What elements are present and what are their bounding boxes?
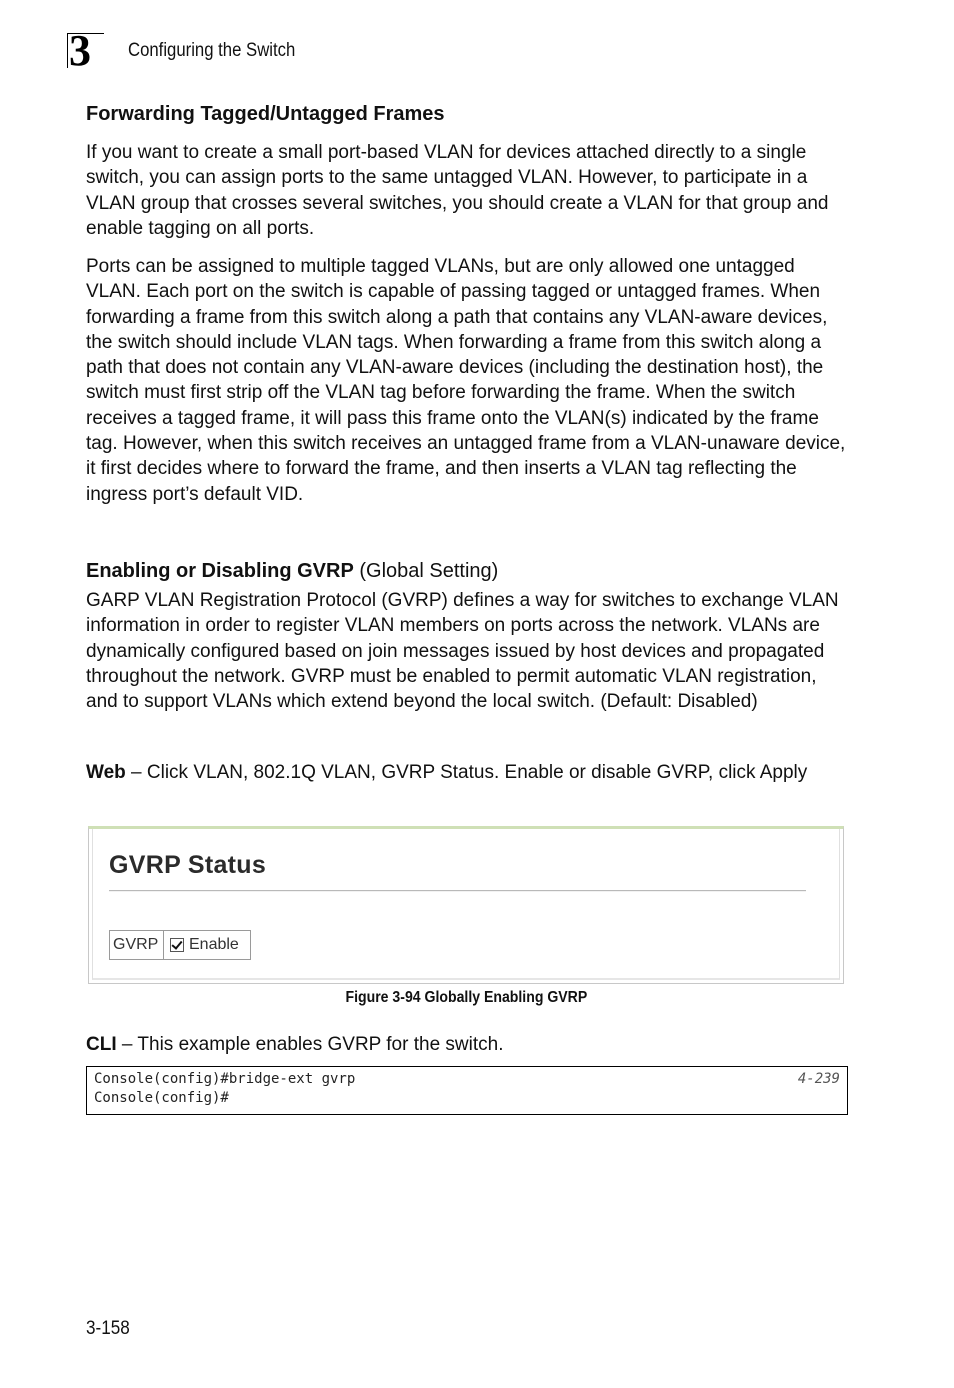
gvrp-field-label: GVRP bbox=[109, 930, 164, 960]
section-title-gvrp bbox=[86, 558, 848, 584]
paragraph-web bbox=[86, 760, 848, 785]
web-instructions: – Click VLAN, 802.1Q VLAN, GVRP Status. Enable or disable GVRP, click Apply bbox=[125, 762, 808, 783]
gvrp-status-screenshot bbox=[88, 826, 844, 984]
cli-label: CLI bbox=[86, 1034, 117, 1055]
code-reference: 4-239 bbox=[797, 1071, 840, 1087]
section-title-forwarding: Forwarding Tagged/Untagged Frames bbox=[86, 103, 445, 125]
panel-divider bbox=[109, 890, 806, 892]
paragraph-cli bbox=[86, 1032, 848, 1057]
figure-caption-text: Figure 3-94 Globally Enabling GVRP bbox=[345, 989, 587, 1006]
gvrp-enable-checkbox[interactable] bbox=[170, 938, 184, 952]
paragraph-gvrp: GARP VLAN Registration Protocol (GVRP) defines a way for switches to exchange VLAN information in order to register VLAN members on ports across the network. VLANs are dynamically configured based on join messages issued by host devices and propagated throughout the network. GVRP must be enabled to permit automatic VLAN registration, and to support VLANs which extend beyond the local switch. (Default: Disabled) bbox=[86, 590, 839, 713]
section-title-gvrp-light: (Global Setting) bbox=[353, 560, 499, 582]
code-text: Console(config)# bbox=[94, 1090, 229, 1106]
chapter-title: Configuring the Switch bbox=[128, 40, 296, 61]
code-text: Console(config)#bridge-ext gvrp bbox=[94, 1071, 356, 1087]
screenshot-frame bbox=[92, 829, 840, 980]
gvrp-enable-control[interactable] bbox=[164, 930, 251, 960]
cli-description: – This example enables GVRP for the switch. bbox=[116, 1034, 504, 1055]
section-title-gvrp-bold: Enabling or Disabling GVRP bbox=[86, 560, 354, 582]
figure-caption bbox=[0, 989, 932, 1007]
cli-code-block bbox=[86, 1066, 848, 1115]
gvrp-enable-label: Enable bbox=[189, 936, 239, 953]
web-label: Web bbox=[86, 762, 126, 783]
code-line bbox=[94, 1089, 840, 1108]
code-line bbox=[94, 1070, 840, 1089]
panel-title: GVRP Status bbox=[109, 851, 267, 879]
page-number: 3-158 bbox=[86, 1318, 130, 1339]
paragraph-forwarding-1: If you want to create a small port-based VLAN for devices attached directly to a single switch, you can assign ports to the same untagged VLAN. However, to participate in a VLAN group that crosses several switches, you should create a VLAN for that group and enable tagging on all ports. bbox=[86, 142, 829, 239]
gvrp-setting-row bbox=[109, 930, 251, 960]
paragraph-forwarding-2: Ports can be assigned to multiple tagged VLANs, but are only allowed one untagged VLAN. Each port on the switch is capable of passing tagged or untagged frames. When forwarding a frame from this switch along a path that contains any VLAN-aware devices, the switch should include VLAN tags. When forwarding a frame from this switch along a path that does not contain any VLAN-aware devices (including the destination host), the switch must first strip off the VLAN tag before forwarding the frame. When the switch receives a tagged frame, it will pass this frame onto the VLAN(s) indicated by the frame tag. However, when this switch receives an untagged frame from a VLAN-unaware device, it first decides where to forward the frame, and then inserts a VLAN tag reflecting the ingress port’s default VID. bbox=[86, 256, 846, 505]
chapter-number: 3 bbox=[69, 26, 91, 75]
